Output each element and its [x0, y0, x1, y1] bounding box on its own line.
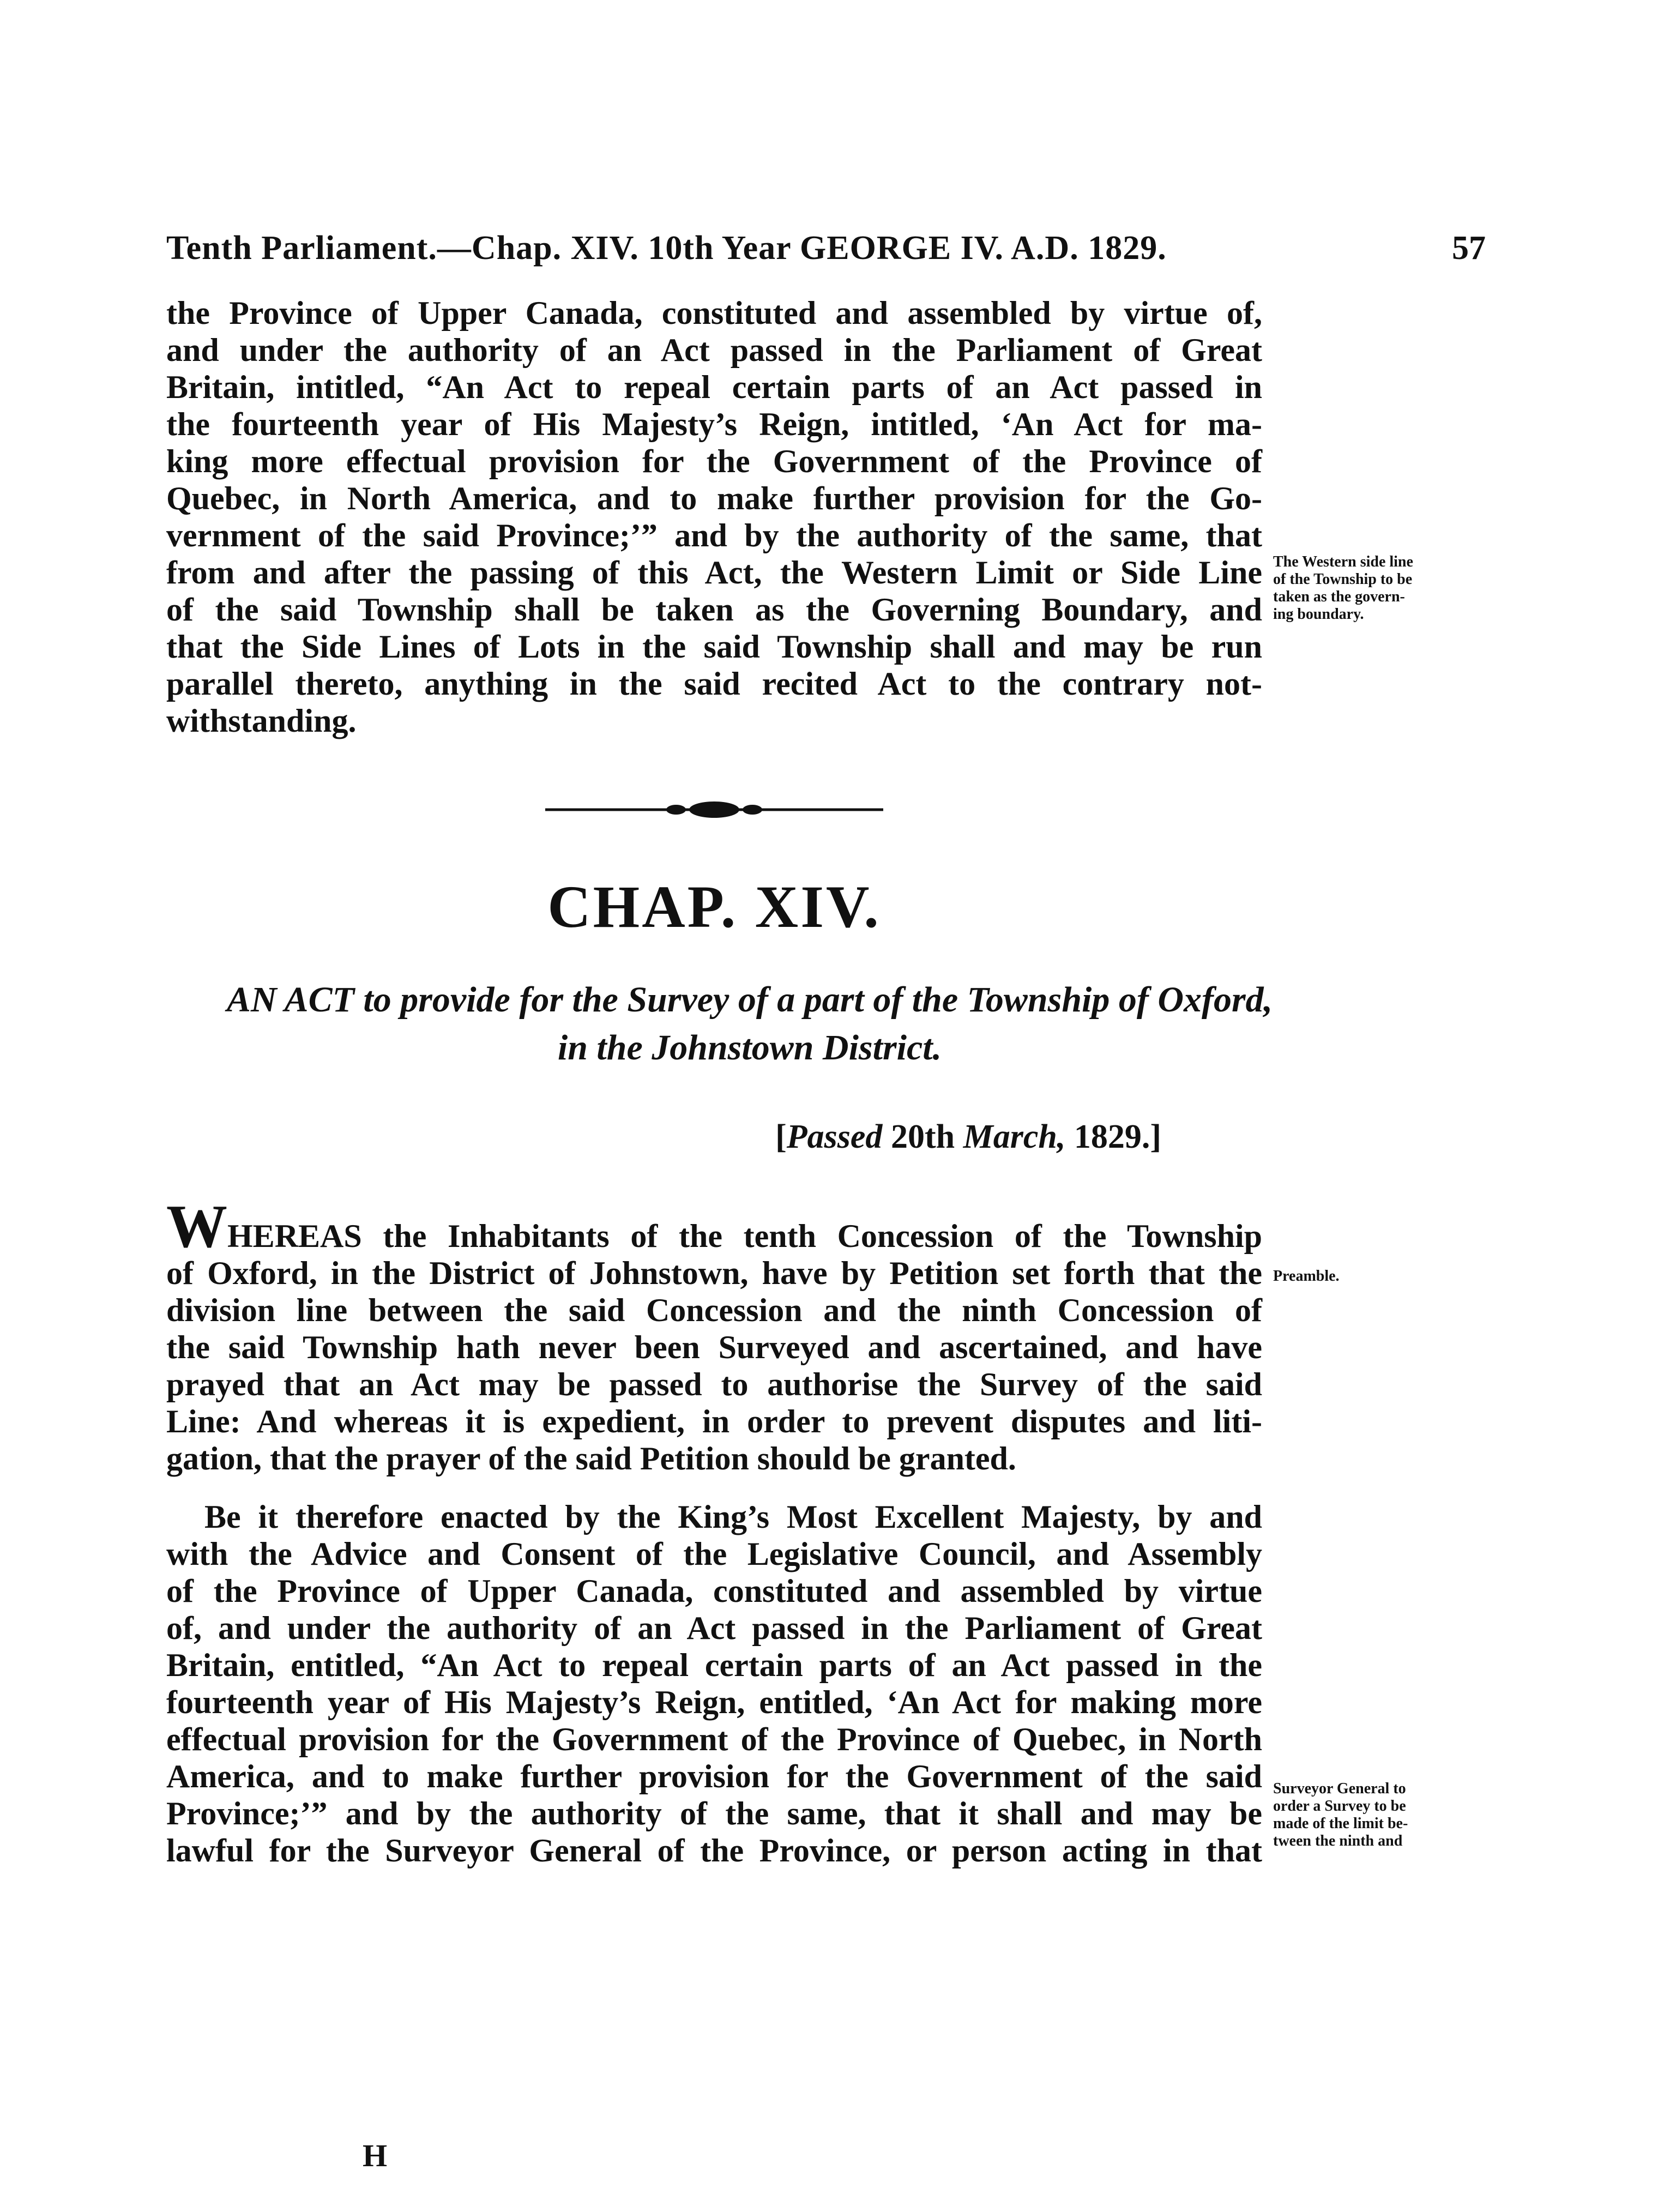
- text-line: [166, 1193, 1262, 1261]
- act-title-line: in the Johnstown District.: [557, 1028, 942, 1068]
- text-line: the Province of Upper Canada, constituted and assembled by virtue of,: [166, 295, 1262, 331]
- passed-date: [725, 1118, 1161, 1156]
- text-line: of the Province of Upper Canada, constituted and assembled by virtue: [166, 1573, 1262, 1609]
- text-line: and under the authority of an Act passed in the Parliament of Great: [166, 332, 1262, 368]
- text-line: division line between the said Concession and the ninth Concession of: [166, 1292, 1262, 1328]
- passed-month: March,: [963, 1118, 1066, 1155]
- text-line: Britain, entitled, “An Act to repeal certain parts of an Act passed in the: [166, 1647, 1262, 1683]
- margin-note-line: taken as the govern-: [1273, 588, 1405, 605]
- bracket-open: [: [775, 1118, 787, 1155]
- margin-note-surveyor-general: [1273, 1780, 1502, 1850]
- act-title-line: AN ACT to provide for the Survey of a part of the Township of Oxford,: [226, 980, 1273, 1020]
- text-line: America, and to make further provision for the Government of the said: [166, 1758, 1262, 1794]
- continued-section: [166, 294, 1262, 739]
- running-title: Tenth Parliament.—Chap. XIV. 10th Year GEORGE IV. A.D. 1829.: [166, 230, 1167, 267]
- text-line: Be it therefore enacted by the King’s Most Excellent Majesty, by and: [204, 1499, 1262, 1535]
- margin-note-line: tween the ninth and: [1273, 1833, 1403, 1849]
- text-line: vernment of the said Province;’” and by the authority of the same, that: [166, 517, 1262, 553]
- margin-note-line: ing boundary.: [1273, 606, 1364, 623]
- text-line: of the said Township shall be taken as the Governing Boundary, and: [166, 592, 1262, 628]
- margin-note-preamble: [1273, 1268, 1502, 1285]
- page-number: 57: [1452, 230, 1486, 267]
- drop-cap: W: [166, 1193, 227, 1261]
- ornamental-rule: [545, 799, 883, 821]
- text-line: the fourteenth year of His Majesty’s Reign, intitled, ‘An Act for ma-: [166, 406, 1262, 442]
- text-line: Quebec, in North America, and to make further provision for the Go-: [166, 480, 1262, 516]
- preamble-section: [166, 1193, 1262, 1477]
- passed-year: 1829.]: [1074, 1118, 1161, 1155]
- passed-day: 20th: [890, 1118, 955, 1155]
- text-line: king more effectual provision for the Government of the Province of: [166, 443, 1262, 479]
- chapter-title: CHAP. XIV.: [547, 873, 881, 940]
- margin-note-western-side-line: [1273, 553, 1502, 623]
- signature-mark: H: [363, 2138, 388, 2173]
- text-line: withstanding.: [166, 703, 357, 739]
- text-line: lawful for the Surveyor General of the Province, or person acting in that: [166, 1833, 1262, 1869]
- text-line: prayed that an Act may be passed to authorise the Survey of the said: [166, 1366, 1262, 1402]
- text-line: of, and under the authority of an Act passed in the Parliament of Great: [166, 1610, 1262, 1646]
- margin-note-line: of the Township to be: [1273, 571, 1413, 588]
- text-line: Britain, intitled, “An Act to repeal certain parts of an Act passed in: [166, 369, 1262, 405]
- margin-note-line: Surveyor General to: [1273, 1780, 1406, 1797]
- enacting-section: [166, 1498, 1262, 1869]
- text-line: that the Side Lines of Lots in the said Township shall and may be run: [166, 629, 1262, 665]
- passed-label: Passed: [786, 1118, 883, 1155]
- text-line: of Oxford, in the District of Johnstown, have by Petition set forth that the: [166, 1255, 1262, 1291]
- text-line: fourteenth year of His Majesty’s Reign, entitled, ‘An Act for making more: [166, 1684, 1262, 1720]
- text-span: HEREAS the Inhabitants of the tenth Concession of the Township: [227, 1218, 1262, 1254]
- text-line: Province;’” and by the authority of the same, that it shall and may be: [166, 1795, 1262, 1831]
- margin-note-line: Preamble.: [1273, 1268, 1340, 1285]
- act-title: [166, 976, 1333, 1072]
- text-line: effectual provision for the Government of the Province of Quebec, in North: [166, 1721, 1262, 1757]
- text-line: with the Advice and Consent of the Legislative Council, and Assembly: [166, 1536, 1262, 1572]
- margin-note-line: The Western side line: [1273, 553, 1413, 570]
- text-line: from and after the passing of this Act, the Western Limit or Side Line: [166, 554, 1262, 590]
- text-line: the said Township hath never been Surveyed and ascertained, and have: [166, 1329, 1262, 1365]
- running-header: [166, 229, 1486, 278]
- margin-note-line: made of the limit be-: [1273, 1815, 1408, 1832]
- text-line: parallel thereto, anything in the said recited Act to the contrary not-: [166, 666, 1262, 702]
- margin-note-line: order a Survey to be: [1273, 1798, 1406, 1815]
- text-line: Line: And whereas it is expedient, in order to prevent disputes and liti-: [166, 1403, 1262, 1439]
- text-line: gation, that the prayer of the said Petition should be granted.: [166, 1440, 1016, 1476]
